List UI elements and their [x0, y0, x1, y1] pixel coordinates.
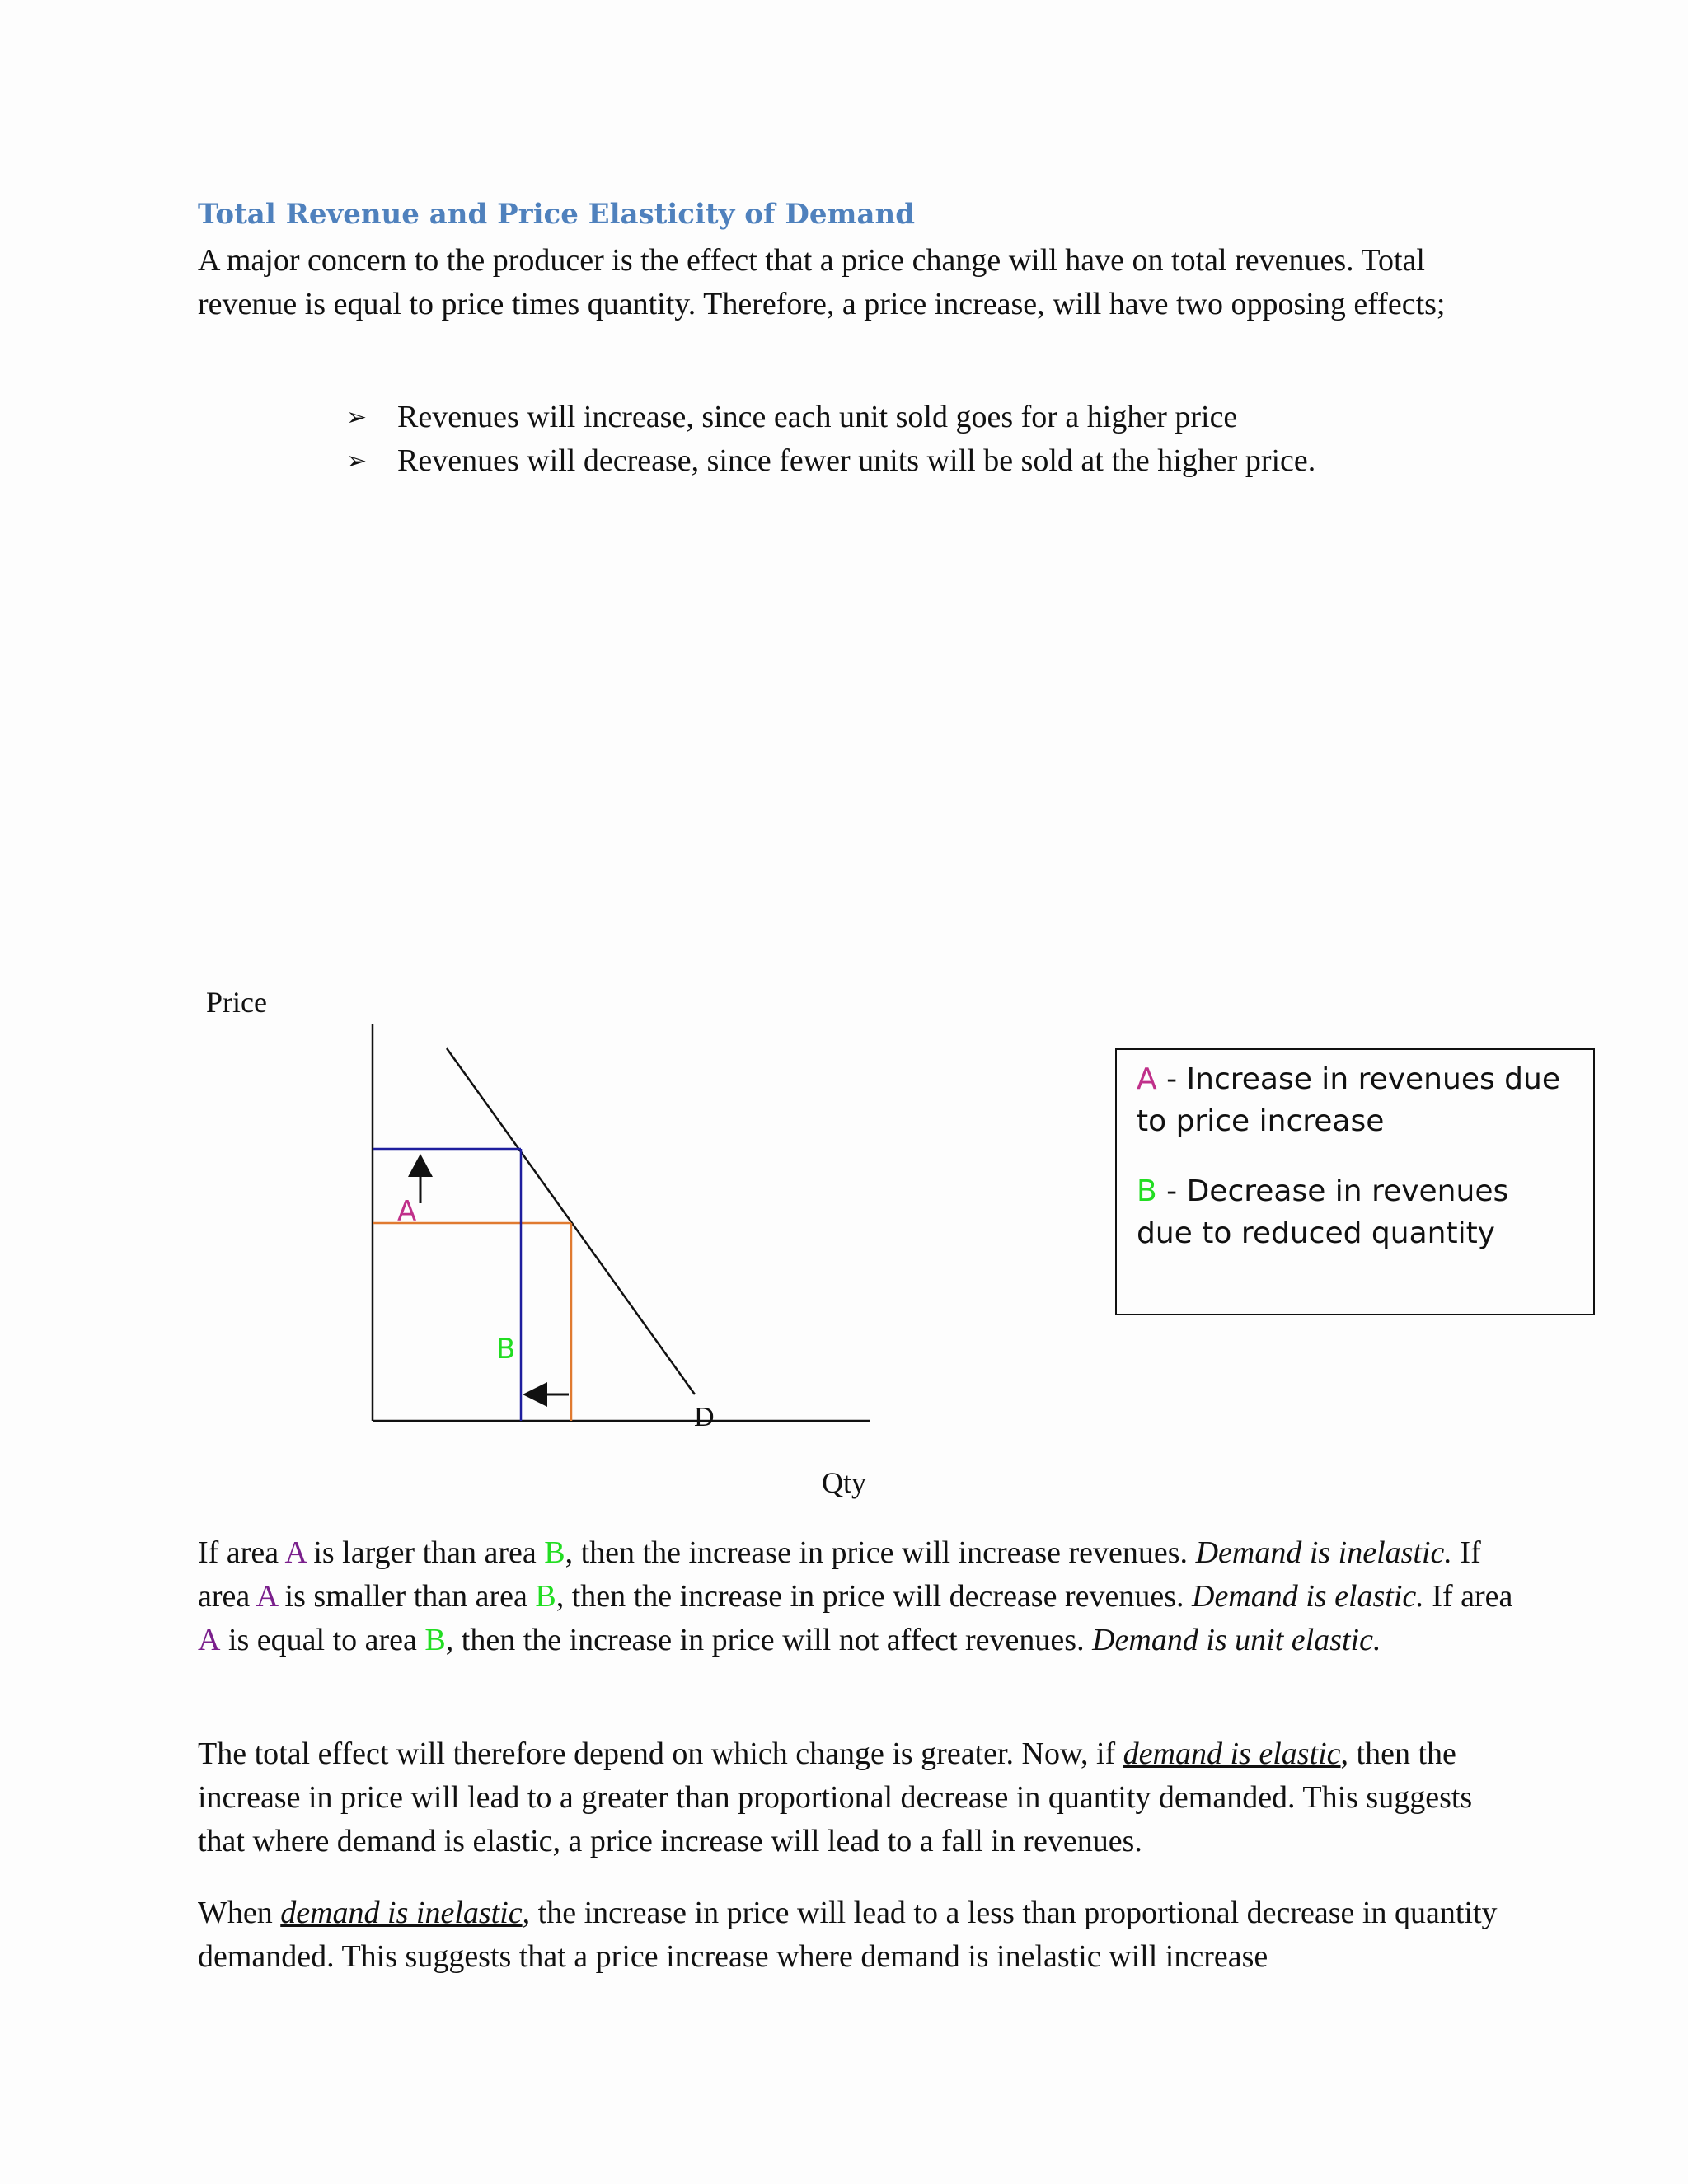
- area-b-ref: B: [535, 1579, 556, 1614]
- price-increase-arrowhead: [408, 1154, 433, 1177]
- inelastic-term: demand is inelastic: [280, 1896, 523, 1930]
- area-a-ref: A: [284, 1535, 306, 1570]
- arrow-bullet-icon: ➢: [346, 447, 368, 476]
- quantity-decrease-arrowhead: [523, 1382, 547, 1407]
- arrow-bullet-icon: ➢: [346, 403, 368, 432]
- unit-elastic-note: Demand is unit elastic.: [1092, 1623, 1381, 1657]
- legend-text-a: - Increase in revenues due to price increase: [1137, 1062, 1560, 1138]
- list-item-text: Revenues will decrease, since fewer units will be sold at the higher price.: [397, 443, 1316, 478]
- legend-key-b: B: [1137, 1174, 1157, 1208]
- area-b-label: B: [496, 1333, 516, 1366]
- y-axis-label: Price: [206, 986, 267, 1019]
- inelastic-note: Demand is inelastic.: [1195, 1535, 1452, 1570]
- x-axis-label: Qty: [822, 1466, 866, 1499]
- area-a-label: A: [397, 1195, 417, 1228]
- chart-legend: [1115, 1048, 1595, 1315]
- intro-paragraph: A major concern to the producer is the effect that a price change will have on total revenues. Total revenue is equal to price times quantity. Therefore, a price increase, will have two opposing effects;: [198, 243, 1446, 321]
- elastic-note: Demand is elastic.: [1192, 1579, 1424, 1614]
- total-effect-paragraph: The total effect will therefore depend on which change is greater. Now, if demand is elastic, then the increase in price will lead to a greater than proportional decrease in quantity demanded. This suggests that where demand is elastic, a price increase will lead to a fall in revenues.: [198, 1736, 1473, 1858]
- legend-text-b: - Decrease in revenues due to reduced quantity: [1137, 1174, 1509, 1250]
- inelastic-paragraph: When demand is inelastic, the increase in price will lead to a less than proportional decrease in quantity demanded. This suggests that a price increase where demand is inelastic will increase: [198, 1896, 1498, 1974]
- area-a-ref: A: [256, 1579, 278, 1614]
- legend-key-a: A: [1137, 1062, 1157, 1096]
- elastic-term: demand is elastic: [1123, 1736, 1341, 1771]
- page-title: Total Revenue and Price Elasticity of Demand: [198, 198, 915, 231]
- legend-item-b: [1137, 1170, 1573, 1254]
- list-item-text: Revenues will increase, since each unit sold goes for a higher price: [397, 400, 1238, 434]
- areas-paragraph: If area A is larger than area B, then the increase in price will increase revenues. Demand is inelastic. If area A is smaller than area B, then the increase in price will decrease revenues. Demand is elastic. If area A is equal to area B, then the increase in price will not affect revenues. Demand is unit elastic.: [198, 1535, 1513, 1657]
- area-b-ref: B: [544, 1535, 565, 1570]
- area-b-ref: B: [424, 1623, 446, 1657]
- area-a-ref: A: [198, 1623, 221, 1657]
- demand-curve-label: D: [694, 1402, 715, 1432]
- legend-item-a: [1137, 1058, 1573, 1142]
